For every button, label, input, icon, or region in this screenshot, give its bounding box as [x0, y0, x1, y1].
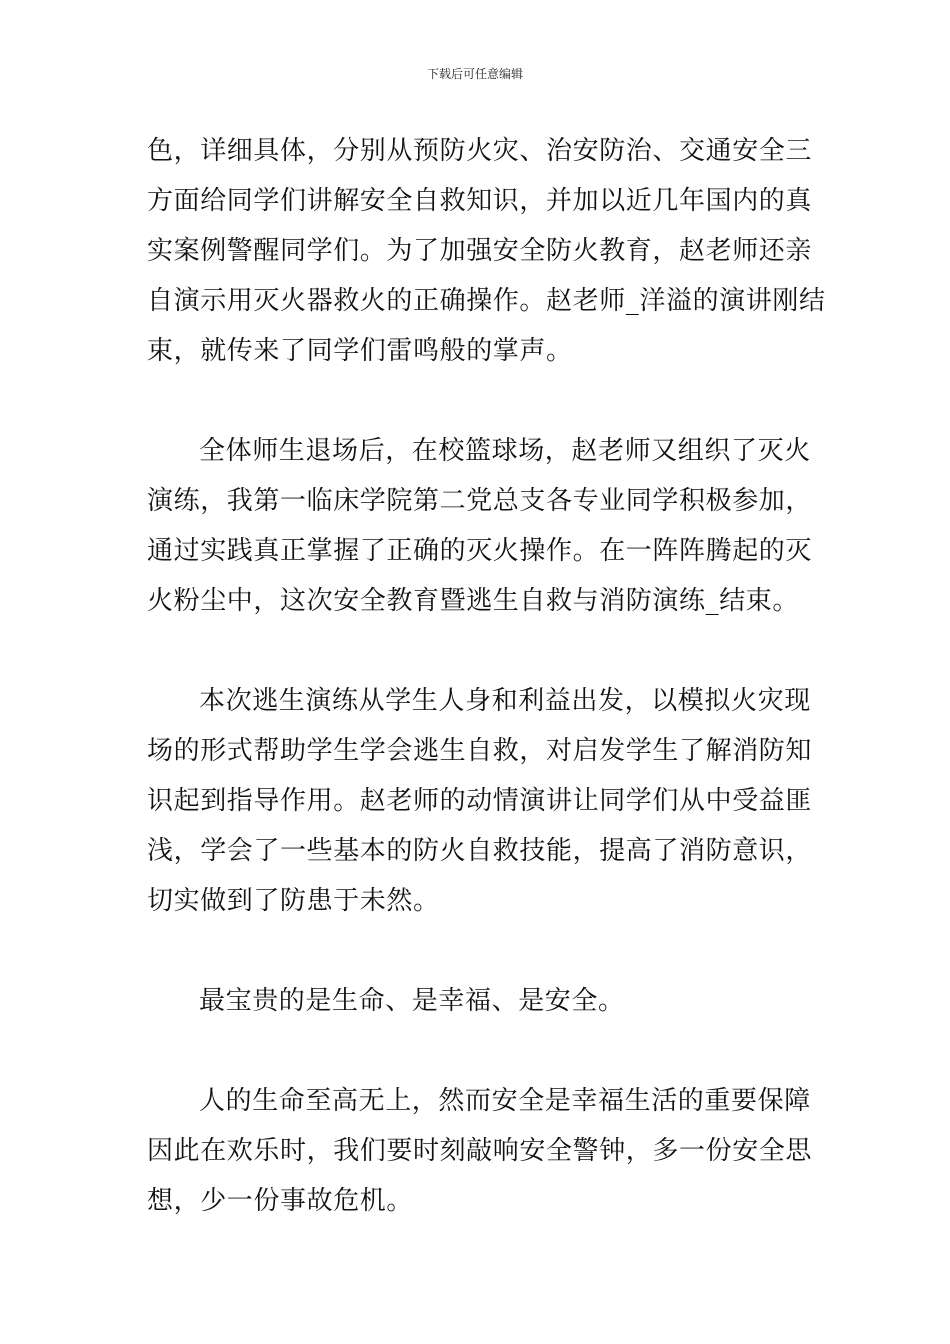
text-line: 浅，学会了一些基本的防火自救技能，提高了消防意识，: [147, 836, 813, 866]
text-line: 场的形式帮助学生学会逃生自救，对启发学生了解消防知: [147, 736, 813, 766]
text-line: 方面给同学们讲解安全自救知识，并加以近几年国内的真: [147, 186, 813, 216]
document-body: [147, 126, 826, 1226]
paragraph-2: [147, 426, 813, 626]
text-line: 最宝贵的是生命、是幸福、是安全。: [199, 986, 625, 1016]
paragraph-spacer: [147, 926, 807, 976]
paragraph-3: [147, 676, 813, 926]
text-line: 因此在欢乐时，我们要时刻敲响安全警钟，多一份安全思: [147, 1136, 813, 1166]
text-line: 自演示用灭火器救火的正确操作。赵老师_洋溢的演讲刚结: [147, 286, 826, 316]
paragraph-1: [147, 126, 826, 376]
paragraph-spacer: [147, 1026, 807, 1076]
text-line: 束，就传来了同学们雷鸣般的掌声。: [147, 336, 573, 366]
page-header: 下载后可任意编辑: [426, 67, 523, 81]
text-line: 通过实践真正掌握了正确的灭火操作。在一阵阵腾起的灭: [147, 536, 813, 566]
text-line: 人的生命至高无上，然而安全是幸福生活的重要保障: [199, 1086, 811, 1116]
text-line: 切实做到了防患于未然。: [147, 886, 440, 916]
text-line: 演练，我第一临床学院第二党总支各专业同学积极参加，: [147, 486, 813, 516]
text-line: 色，详细具体，分别从预防火灾、治安防治、交通安全三: [147, 136, 813, 166]
paragraph-spacer: [147, 626, 807, 676]
text-line: 识起到指导作用。赵老师的动情演讲让同学们从中受益匪: [147, 786, 813, 816]
text-line: 实案例警醒同学们。为了加强安全防火教育，赵老师还亲: [147, 236, 813, 266]
text-line: 火粉尘中，这次安全教育暨逃生自救与消防演练_结束。: [147, 586, 800, 616]
paragraph-spacer: [147, 376, 807, 426]
paragraph-5: [147, 1076, 813, 1226]
paragraph-4: [147, 976, 807, 1026]
text-line: 全体师生退场后，在校篮球场，赵老师又组织了灭火: [199, 436, 811, 466]
text-line: 本次逃生演练从学生人身和利益出发，以模拟火灾现: [199, 686, 811, 716]
text-line: 想，少一份事故危机。: [147, 1186, 414, 1216]
